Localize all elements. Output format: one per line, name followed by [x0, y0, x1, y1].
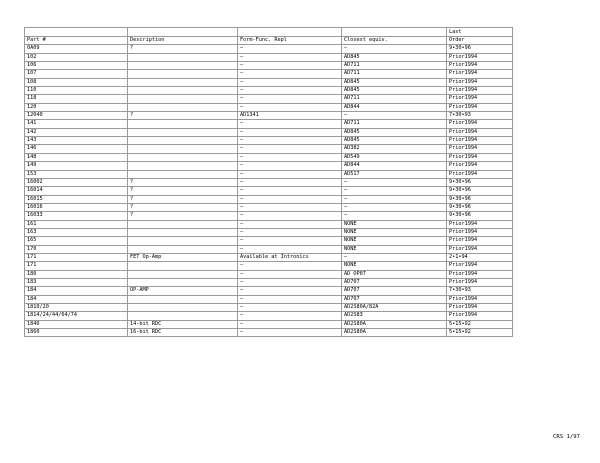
closest-equiv-cell: AD517: [342, 170, 447, 178]
description-cell: [128, 153, 238, 161]
last-order-cell: Prior1994: [447, 304, 513, 312]
table-row: [25, 120, 513, 128]
form-func-repl-cell: –: [238, 295, 342, 303]
description-cell: FET Op-Amp: [128, 253, 238, 261]
form-func-repl-cell: –: [238, 304, 342, 312]
table-row: [25, 245, 513, 253]
description-cell: [128, 70, 238, 78]
header-last-label: Last: [447, 28, 513, 37]
description-cell: ?: [128, 212, 238, 220]
description-cell: [128, 304, 238, 312]
form-func-repl-cell: –: [238, 187, 342, 195]
description-cell: [128, 145, 238, 153]
part-number-cell: 110: [25, 87, 128, 95]
table-row: [25, 53, 513, 61]
description-cell: [128, 95, 238, 103]
description-cell: [128, 220, 238, 228]
description-cell: 16-bit RDC: [128, 329, 238, 337]
header-part-number: Part #: [25, 37, 128, 45]
last-order-cell: Prior1994: [447, 128, 513, 136]
form-func-repl-cell: AD1341: [238, 112, 342, 120]
last-order-cell: Prior1994: [447, 237, 513, 245]
form-func-repl-cell: –: [238, 103, 342, 111]
table-row: [25, 312, 513, 320]
closest-equiv-cell: NONE: [342, 237, 447, 245]
last-order-cell: 9•30•96: [447, 45, 513, 53]
last-order-cell: Prior1994: [447, 245, 513, 253]
header-order: Order: [447, 37, 513, 45]
part-number-cell: 148: [25, 153, 128, 161]
closest-equiv-cell: AD711: [342, 120, 447, 128]
part-number-cell: 107: [25, 70, 128, 78]
table-row: [25, 78, 513, 86]
last-order-cell: Prior1994: [447, 278, 513, 286]
header-top-cell: [238, 28, 342, 37]
part-number-cell: 16015: [25, 195, 128, 203]
part-number-cell: 1814/24/44/64/74: [25, 312, 128, 320]
last-order-cell: 9•30•96: [447, 203, 513, 211]
description-cell: ?: [128, 178, 238, 186]
closest-equiv-cell: –: [342, 187, 447, 195]
last-order-cell: Prior1994: [447, 53, 513, 61]
table-row: [25, 70, 513, 78]
table-row: [25, 45, 513, 53]
header-top-cell: [342, 28, 447, 37]
closest-equiv-cell: –: [342, 195, 447, 203]
description-cell: [128, 295, 238, 303]
table-row: [25, 87, 513, 95]
last-order-cell: 9•30•96: [447, 187, 513, 195]
form-func-repl-cell: –: [238, 70, 342, 78]
form-func-repl-cell: Available at Intronics: [238, 253, 342, 261]
last-order-cell: 9•30•96: [447, 212, 513, 220]
form-func-repl-cell: –: [238, 270, 342, 278]
table-row: [25, 253, 513, 261]
form-func-repl-cell: –: [238, 228, 342, 236]
form-func-repl-cell: –: [238, 262, 342, 270]
description-cell: [128, 137, 238, 145]
parts-table: [24, 27, 513, 337]
header-description: Description: [128, 37, 238, 45]
closest-equiv-cell: –: [342, 178, 447, 186]
table-row: [25, 153, 513, 161]
form-func-repl-cell: –: [238, 170, 342, 178]
table-row: [25, 95, 513, 103]
closest-equiv-cell: –: [342, 253, 447, 261]
header-closest-equiv: Closest equiv.: [342, 37, 447, 45]
part-number-cell: 184: [25, 287, 128, 295]
last-order-cell: Prior1994: [447, 70, 513, 78]
part-number-cell: 106: [25, 62, 128, 70]
closest-equiv-cell: AD707: [342, 287, 447, 295]
closest-equiv-cell: AD711: [342, 95, 447, 103]
closest-equiv-cell: AD845: [342, 78, 447, 86]
closest-equiv-cell: –: [342, 112, 447, 120]
description-cell: [128, 237, 238, 245]
table-row: [25, 112, 513, 120]
last-order-cell: Prior1994: [447, 137, 513, 145]
closest-equiv-cell: NONE: [342, 228, 447, 236]
closest-equiv-cell: AD845: [342, 128, 447, 136]
last-order-cell: Prior1994: [447, 87, 513, 95]
closest-equiv-cell: –: [342, 212, 447, 220]
table-row: [25, 320, 513, 328]
header-row: [25, 37, 513, 45]
last-order-cell: Prior1994: [447, 145, 513, 153]
form-func-repl-cell: –: [238, 195, 342, 203]
closest-equiv-cell: AD382: [342, 145, 447, 153]
description-cell: [128, 170, 238, 178]
last-order-cell: 5•15•92: [447, 320, 513, 328]
part-number-cell: 1840: [25, 320, 128, 328]
part-number-cell: 143: [25, 137, 128, 145]
closest-equiv-cell: AD845: [342, 87, 447, 95]
form-func-repl-cell: –: [238, 287, 342, 295]
description-cell: [128, 103, 238, 111]
table-row: [25, 162, 513, 170]
part-number-cell: 16016: [25, 203, 128, 211]
last-order-cell: Prior1994: [447, 78, 513, 86]
last-order-cell: Prior1994: [447, 295, 513, 303]
part-number-cell: 16014: [25, 187, 128, 195]
closest-equiv-cell: AD2S80A/82A: [342, 304, 447, 312]
last-order-cell: Prior1994: [447, 220, 513, 228]
description-cell: [128, 78, 238, 86]
part-number-cell: 165: [25, 237, 128, 245]
table-body: [25, 45, 513, 337]
form-func-repl-cell: –: [238, 245, 342, 253]
description-cell: [128, 270, 238, 278]
form-func-repl-cell: –: [238, 95, 342, 103]
closest-equiv-cell: AD707: [342, 278, 447, 286]
header-form-func-repl: Form-Func. Repl: [238, 37, 342, 45]
table-row: [25, 329, 513, 337]
last-order-cell: Prior1994: [447, 170, 513, 178]
form-func-repl-cell: –: [238, 312, 342, 320]
form-func-repl-cell: –: [238, 137, 342, 145]
part-number-cell: 161: [25, 220, 128, 228]
part-number-cell: 170: [25, 245, 128, 253]
description-cell: [128, 128, 238, 136]
form-func-repl-cell: –: [238, 178, 342, 186]
description-cell: [128, 262, 238, 270]
table-row: [25, 195, 513, 203]
table-row: [25, 270, 513, 278]
table-row: [25, 278, 513, 286]
closest-equiv-cell: NONE: [342, 220, 447, 228]
last-order-cell: 9•30•96: [447, 178, 513, 186]
description-cell: ?: [128, 203, 238, 211]
part-number-cell: 141: [25, 120, 128, 128]
form-func-repl-cell: –: [238, 128, 342, 136]
closest-equiv-cell: AD707: [342, 295, 447, 303]
form-func-repl-cell: –: [238, 220, 342, 228]
table-row: [25, 295, 513, 303]
form-func-repl-cell: –: [238, 120, 342, 128]
form-func-repl-cell: –: [238, 237, 342, 245]
table-row: [25, 137, 513, 145]
table-row: [25, 304, 513, 312]
last-order-cell: Prior1994: [447, 120, 513, 128]
last-order-cell: 2•1•94: [447, 253, 513, 261]
description-cell: [128, 245, 238, 253]
form-func-repl-cell: –: [238, 278, 342, 286]
last-order-cell: Prior1994: [447, 162, 513, 170]
closest-equiv-cell: NONE: [342, 262, 447, 270]
description-cell: ?: [128, 112, 238, 120]
table-row: [25, 228, 513, 236]
part-number-cell: 12040: [25, 112, 128, 120]
description-cell: ?: [128, 195, 238, 203]
part-number-cell: 184: [25, 295, 128, 303]
closest-equiv-cell: AD845: [342, 53, 447, 61]
last-order-cell: Prior1994: [447, 62, 513, 70]
table-row: [25, 62, 513, 70]
table-row: [25, 262, 513, 270]
closest-equiv-cell: AD549: [342, 153, 447, 161]
part-number-cell: 142: [25, 128, 128, 136]
last-order-cell: 9•30•96: [447, 195, 513, 203]
description-cell: [128, 120, 238, 128]
table-row: [25, 145, 513, 153]
form-func-repl-cell: –: [238, 78, 342, 86]
last-order-cell: Prior1994: [447, 228, 513, 236]
closest-equiv-cell: –: [342, 203, 447, 211]
form-func-repl-cell: –: [238, 212, 342, 220]
table-row: [25, 170, 513, 178]
part-number-cell: 1810/20: [25, 304, 128, 312]
last-order-cell: 5•15•92: [447, 329, 513, 337]
part-number-cell: 0A09: [25, 45, 128, 53]
form-func-repl-cell: –: [238, 87, 342, 95]
part-number-cell: 108: [25, 78, 128, 86]
description-cell: [128, 228, 238, 236]
table-row: [25, 103, 513, 111]
part-number-cell: 183: [25, 278, 128, 286]
table-row: [25, 203, 513, 211]
header-top-cell: [25, 28, 128, 37]
closest-equiv-cell: AD711: [342, 62, 447, 70]
last-order-cell: Prior1994: [447, 270, 513, 278]
form-func-repl-cell: –: [238, 62, 342, 70]
form-func-repl-cell: –: [238, 145, 342, 153]
closest-equiv-cell: AD844: [342, 103, 447, 111]
part-number-cell: 149: [25, 162, 128, 170]
part-number-cell: 180: [25, 270, 128, 278]
form-func-repl-cell: –: [238, 203, 342, 211]
part-number-cell: 163: [25, 228, 128, 236]
table-row: [25, 212, 513, 220]
part-number-cell: 16002: [25, 178, 128, 186]
table-row: [25, 128, 513, 136]
description-cell: 14-bit RDC: [128, 320, 238, 328]
part-number-cell: 118: [25, 95, 128, 103]
description-cell: ?: [128, 187, 238, 195]
form-func-repl-cell: –: [238, 45, 342, 53]
form-func-repl-cell: –: [238, 329, 342, 337]
closest-equiv-cell: NONE: [342, 245, 447, 253]
closest-equiv-cell: AD845: [342, 137, 447, 145]
header-top-cell: [128, 28, 238, 37]
footer-note: CRS 1/97: [553, 434, 580, 440]
closest-equiv-cell: AD2S83: [342, 312, 447, 320]
closest-equiv-cell: –: [342, 45, 447, 53]
description-cell: [128, 278, 238, 286]
part-number-cell: 120: [25, 103, 128, 111]
table-row: [25, 237, 513, 245]
last-order-cell: Prior1994: [447, 95, 513, 103]
closest-equiv-cell: AD OP07: [342, 270, 447, 278]
table-row: [25, 287, 513, 295]
description-cell: [128, 312, 238, 320]
form-func-repl-cell: –: [238, 162, 342, 170]
form-func-repl-cell: –: [238, 153, 342, 161]
closest-equiv-cell: AD2S80A: [342, 320, 447, 328]
closest-equiv-cell: AD844: [342, 162, 447, 170]
description-cell: [128, 162, 238, 170]
description-cell: [128, 53, 238, 61]
table-row: [25, 187, 513, 195]
table-row: [25, 178, 513, 186]
part-number-cell: 146: [25, 145, 128, 153]
part-number-cell: 1860: [25, 329, 128, 337]
last-order-cell: Prior1994: [447, 153, 513, 161]
description-cell: [128, 62, 238, 70]
table-row: [25, 220, 513, 228]
description-cell: ?: [128, 45, 238, 53]
part-number-cell: 171: [25, 262, 128, 270]
last-order-cell: Prior1994: [447, 103, 513, 111]
part-number-cell: 16033: [25, 212, 128, 220]
header-row-top: [25, 28, 513, 37]
part-number-cell: 153: [25, 170, 128, 178]
part-number-cell: 171: [25, 253, 128, 261]
form-func-repl-cell: –: [238, 320, 342, 328]
description-cell: [128, 87, 238, 95]
last-order-cell: 7•30•93: [447, 287, 513, 295]
closest-equiv-cell: AD711: [342, 70, 447, 78]
part-number-cell: 102: [25, 53, 128, 61]
last-order-cell: 7•30•93: [447, 112, 513, 120]
last-order-cell: Prior1994: [447, 262, 513, 270]
description-cell: OP-AMP: [128, 287, 238, 295]
last-order-cell: Prior1994: [447, 312, 513, 320]
closest-equiv-cell: AD2S80A: [342, 329, 447, 337]
form-func-repl-cell: –: [238, 53, 342, 61]
